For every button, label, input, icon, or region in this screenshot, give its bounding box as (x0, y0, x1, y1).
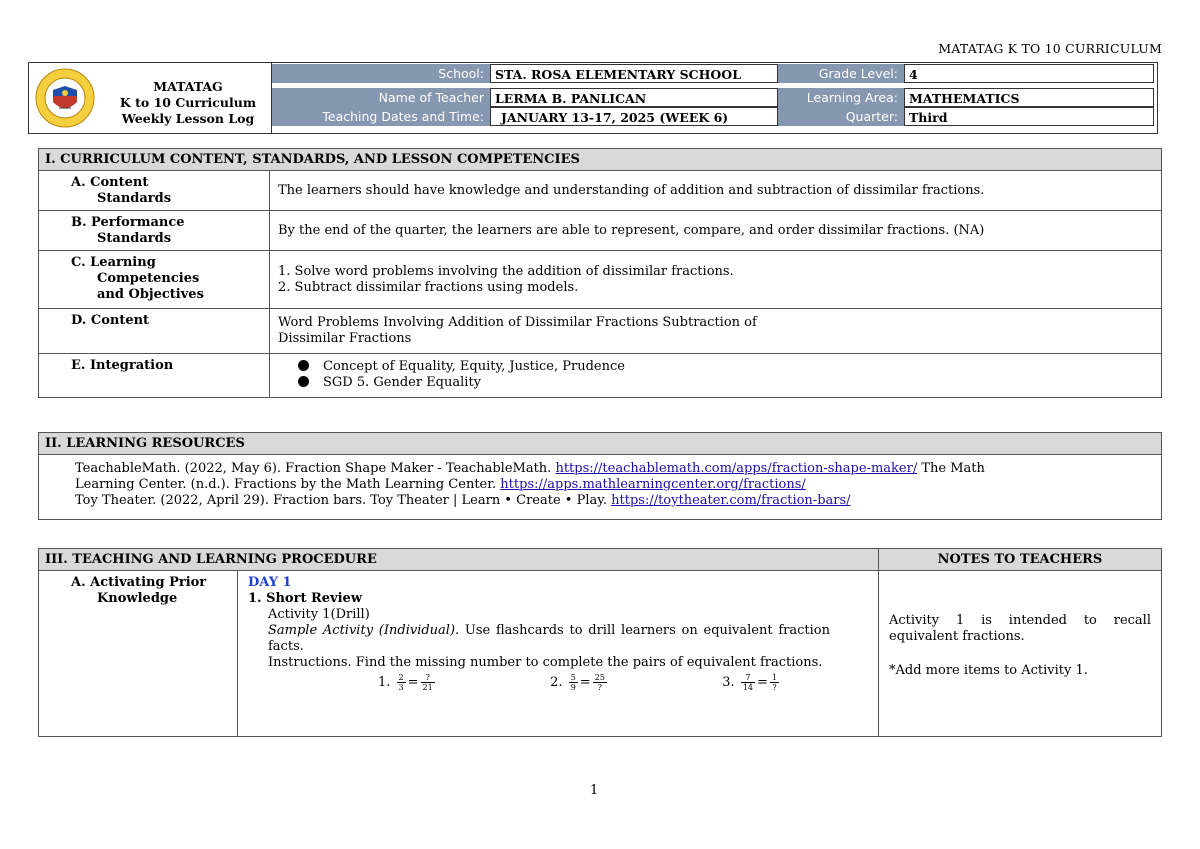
item-1-fraction-b (421, 673, 435, 692)
item-2-a-numerator: 5 (570, 673, 576, 682)
item-3-number: 3. (722, 675, 735, 690)
performance-standards-value: By the end of the quarter, the learners are able to represent, compare, and order dissimilar fractions. (NA) (270, 211, 1162, 251)
activating-label-1: A. Activating Prior (71, 575, 207, 590)
header-row-dates (272, 107, 1156, 126)
item-1-number: 1. (378, 675, 391, 690)
item-1-b-numerator: ? (421, 673, 435, 683)
content-standards-value: The learners should have knowledge and understanding of addition and subtraction of dissimilar fractions. (270, 171, 1162, 211)
competency-item-2: 2. Subtract dissimilar fractions using models. (278, 279, 579, 295)
school-value: STA. ROSA ELEMENTARY SCHOOL (490, 64, 778, 83)
resources-body (39, 455, 1162, 520)
content-standards-label (39, 171, 270, 211)
item-3-fraction-a (741, 673, 755, 692)
item-3-a-numerator: 7 (741, 673, 755, 683)
integration-item-1 (278, 359, 1153, 375)
deped-seal-icon (35, 68, 95, 128)
activating-body (238, 571, 879, 737)
integration-value (270, 354, 1162, 398)
note-2: *Add more items to Activity 1. (889, 663, 1088, 678)
content-line-1: Word Problems Involving Addition of Dissimilar Fractions Subtraction of (278, 315, 757, 330)
grade-value: 4 (904, 64, 1154, 83)
row-content-standards (39, 171, 1162, 211)
fraction-item-3 (722, 673, 842, 692)
day-label: DAY 1 (248, 575, 292, 590)
quarter-value: Third (904, 107, 1154, 126)
item-1-b-denominator: 21 (422, 683, 433, 692)
instructions: Instructions. Find the missing number to complete the pairs of equivalent fractions. (268, 655, 823, 670)
activity-label: Activity 1(Drill) (268, 607, 370, 622)
content-line-2: Dissimilar Fractions (278, 331, 412, 346)
bullet-icon (298, 360, 309, 371)
curriculum-top-label: MATATAG K TO 10 CURRICULUM (938, 41, 1162, 56)
fraction-item-1 (378, 673, 546, 692)
header-row-school (272, 64, 1156, 83)
area-label: Learning Area: (778, 88, 904, 107)
row-content (39, 309, 1162, 354)
notes-title: NOTES TO TEACHERS (879, 549, 1162, 571)
page-number: 1 (590, 783, 599, 798)
item-2-fraction-b (593, 673, 607, 692)
performance-standards-label (39, 211, 270, 251)
area-value: MATHEMATICS (904, 88, 1154, 107)
item-1-a-numerator: 2 (398, 673, 404, 682)
resource-line-3 (75, 493, 1153, 509)
section-1-title: I. CURRICULUM CONTENT, STANDARDS, AND LESSON COMPETENCIES (39, 149, 1162, 171)
resource-2-text-b: Learning Center. (n.d.). Fractions by the Math Learning Center. (75, 477, 497, 492)
item-1-fraction-a (397, 673, 406, 692)
integration-label: E. Integration (39, 354, 270, 398)
header-row-teacher (272, 88, 1156, 107)
short-review-heading: 1. Short Review (248, 591, 363, 606)
activating-label-2: Knowledge (97, 591, 178, 606)
bullet-icon (298, 376, 309, 387)
resource-line-2 (75, 477, 1153, 493)
item-3-b-numerator: 1 (771, 673, 778, 682)
competencies-label-3: and Objectives (97, 287, 204, 302)
row-performance-standards (39, 211, 1162, 251)
resource-2-text-a: The Math (921, 461, 985, 476)
integration-item-2-text: SGD 5. Gender Equality (323, 375, 482, 390)
item-3-a-denominator: 14 (742, 683, 754, 692)
performance-standards-label-1: B. Performance (71, 215, 185, 230)
resource-3-link[interactable]: https://toytheater.com/fraction-bars/ (611, 493, 851, 508)
competencies-value (270, 251, 1162, 309)
logo-line-1: MATATAG (153, 79, 223, 94)
dates-label: Teaching Dates and Time: (272, 107, 490, 126)
equals-sign: = (579, 675, 591, 690)
integration-item-1-text: Concept of Equality, Equity, Justice, Prudence (323, 359, 625, 374)
quarter-label: Quarter: (778, 107, 904, 126)
resource-3-text: Toy Theater. (2022, April 29). Fraction bars. Toy Theater | Learn • Create • Play. (75, 493, 607, 508)
equals-sign: = (407, 675, 419, 690)
item-1-a-denominator: 3 (398, 683, 404, 692)
header-grid (272, 63, 1156, 133)
row-integration (39, 354, 1162, 398)
notes-body (879, 571, 1162, 737)
competencies-label-2: Competencies (97, 271, 200, 286)
sample-activity-italic: Sample Activity (Individual). (268, 623, 460, 638)
sample-activity (248, 623, 870, 655)
competencies-label-1: C. Learning (71, 255, 156, 270)
item-2-b-numerator: 25 (594, 673, 605, 682)
content-label: D. Content (39, 309, 270, 354)
row-activating-prior-knowledge (39, 571, 1162, 737)
integration-item-2 (278, 375, 1153, 391)
school-label: School: (272, 64, 490, 83)
content-value (270, 309, 1162, 354)
item-3-fraction-b (770, 673, 779, 692)
section-resources-table (38, 432, 1162, 520)
competencies-label (39, 251, 270, 309)
dates-value: JANUARY 13-17, 2025 (WEEK 6) (490, 107, 778, 126)
teacher-value: LERMA B. PANLICAN (490, 88, 778, 107)
performance-standards-label-2: Standards (97, 231, 172, 246)
fraction-item-2 (550, 673, 718, 692)
item-2-number: 2. (550, 675, 563, 690)
resource-line-1 (75, 461, 1153, 477)
row-competencies (39, 251, 1162, 309)
content-standards-label-1: A. Content (71, 175, 149, 190)
activating-label (39, 571, 238, 737)
section-3-title: III. TEACHING AND LEARNING PROCEDURE (39, 549, 879, 571)
resource-1-text: TeachableMath. (2022, May 6). Fraction Shape Maker - TeachableMath. (75, 461, 552, 476)
resource-2-link[interactable]: https://apps.mathlearningcenter.org/fractions/ (500, 477, 806, 492)
item-2-fraction-a (569, 673, 578, 692)
note-1: Activity 1 is intended to recall equivalent fractions. (889, 613, 1151, 644)
item-3-b-denominator: ? (772, 683, 777, 692)
item-2-a-denominator: 9 (570, 683, 576, 692)
section-curriculum-table (38, 148, 1162, 398)
teacher-label: Name of Teacher (272, 88, 490, 107)
header-block (28, 62, 1158, 134)
content-standards-label-2: Standards (97, 191, 172, 206)
sample-activity-rest: Use flashcards to drill learners on equivalent fraction facts. (268, 623, 830, 654)
equals-sign: = (757, 675, 768, 690)
logo-text (113, 79, 263, 127)
resource-1-link[interactable]: https://teachablemath.com/apps/fraction-shape-maker/ (555, 461, 918, 476)
fraction-items (248, 673, 870, 692)
section-procedure-table (38, 548, 1162, 737)
logo-line-2: K to 10 Curriculum (119, 95, 257, 110)
item-2-b-denominator: ? (597, 683, 602, 692)
logo-line-3: Weekly Lesson Log (121, 111, 255, 126)
grade-label: Grade Level: (778, 64, 904, 83)
section-2-title: II. LEARNING RESOURCES (39, 433, 1162, 455)
logo-cell (29, 63, 272, 133)
competency-item-1: 1. Solve word problems involving the addition of dissimilar fractions. (278, 263, 734, 279)
